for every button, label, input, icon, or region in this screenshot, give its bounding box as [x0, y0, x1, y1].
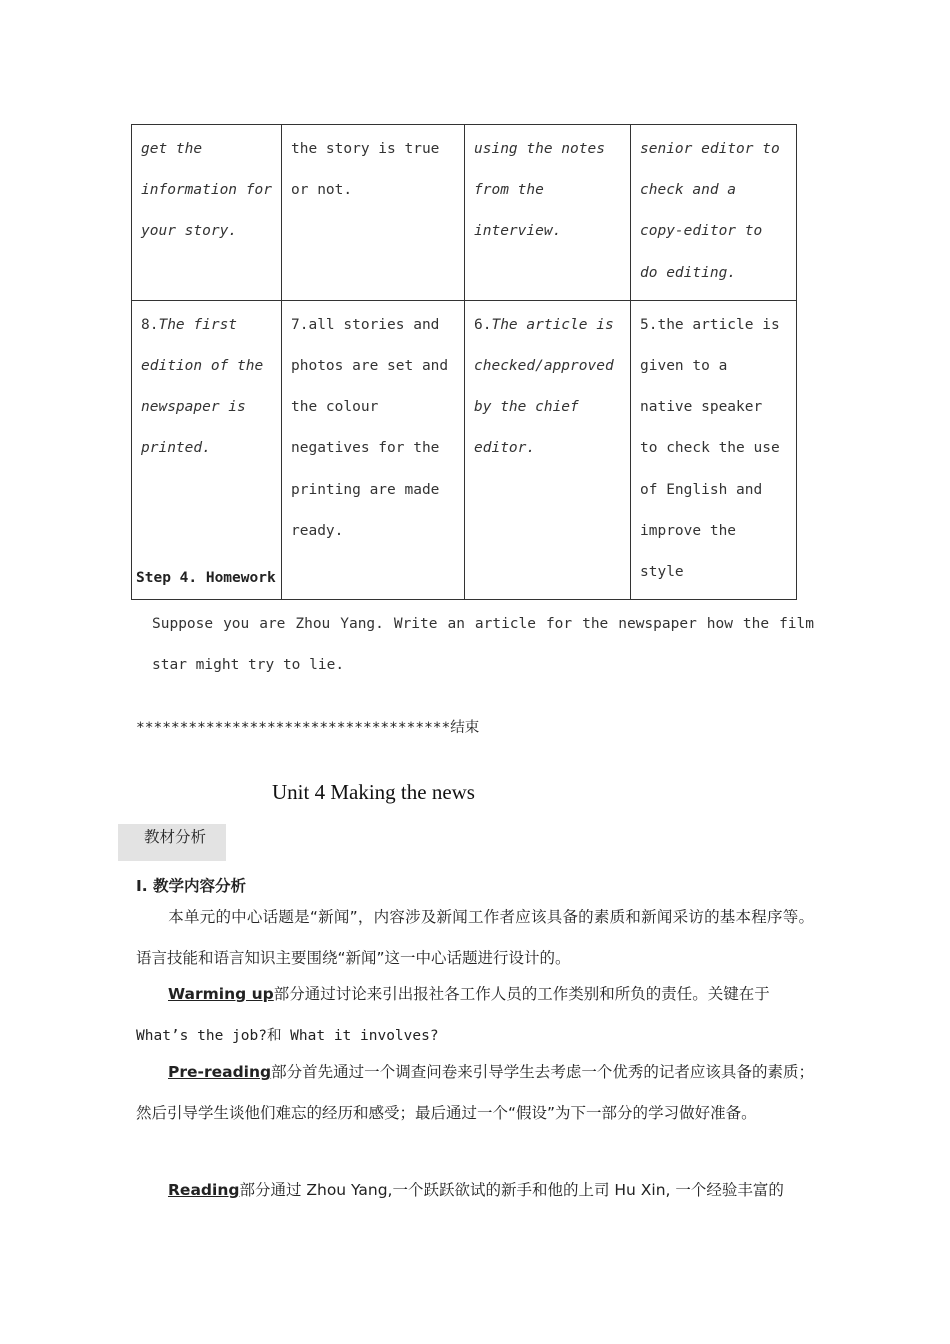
table-cell: [631, 300, 797, 599]
table-cell: using the notes from the interview.: [465, 125, 631, 301]
step-text: all stories and photos are set and the colour negatives for the printing are made ready.: [291, 316, 449, 539]
table-cell: the story is true or not.: [282, 125, 465, 301]
step-text: the article is given to a native speaker to check the use of English and improve the style: [640, 316, 780, 581]
paragraph-text-en: What’s the job?和 What it involves?: [136, 1028, 439, 1044]
paragraph-intro: [136, 897, 814, 979]
table-row: [132, 300, 797, 599]
table-cell: [282, 300, 465, 599]
step-number: 6.: [474, 316, 492, 333]
step-text: The first edition of the newspaper is printed.: [141, 316, 264, 457]
end-marker: ************************************结束: [136, 720, 480, 736]
paragraph-text: 部分通过 Zhou Yang,一个跃跃欲试的新手和他的上司 Hu Xin, 一个经验丰富的: [239, 1181, 784, 1199]
paragraph-text: 部分首先通过一个调查问卷来引导学生去考虑一个优秀的记者应该具备的素质；然后引导学生谈他们难忘的经历和感受；最后通过一个“假设”为下一部分的学习做好准备。: [136, 1063, 814, 1122]
table-cell: [465, 300, 631, 599]
paragraph-text: 本单元的中心话题是“新闻”，内容涉及新闻工作者应该具备的素质和新闻采访的基本程序等。语言技能和语言知识主要围绕“新闻”这一中心话题进行设计的。: [136, 908, 814, 967]
keyword-reading: Reading: [168, 1181, 240, 1199]
section-heading: I. 教学内容分析: [136, 877, 247, 895]
table-cell: senior editor to check and a copy-editor to do editing.: [631, 125, 797, 301]
homework-text: Suppose you are Zhou Yang. Write an article for the newspaper how the film star might try to lie.: [152, 616, 814, 673]
paragraph-pre-reading: [136, 1052, 814, 1134]
table-cell: [132, 300, 282, 599]
paragraph-text: 部分通过讨论来引出报社各工作人员的工作类别和所负的责任。关键在于: [273, 985, 770, 1003]
keyword-warming-up: Warming up: [168, 985, 274, 1003]
step-number: 5.: [640, 316, 658, 333]
keyword-pre-reading: Pre-reading: [168, 1063, 272, 1081]
unit-title: Unit 4 Making the news: [272, 780, 475, 804]
step4-heading: Step 4. Homework: [136, 570, 276, 586]
step-number: 8.: [141, 316, 159, 333]
table-row: [132, 125, 797, 301]
section-tag: 教材分析: [118, 824, 226, 861]
table-cell: get the information for your story.: [132, 125, 282, 301]
step-text: The article is checked/approved by the chief editor.: [474, 316, 614, 457]
paragraph-warming-up: [136, 974, 814, 1057]
step-number: 7.: [291, 316, 309, 333]
process-table: [131, 124, 797, 600]
paragraph-reading: [136, 1170, 814, 1211]
